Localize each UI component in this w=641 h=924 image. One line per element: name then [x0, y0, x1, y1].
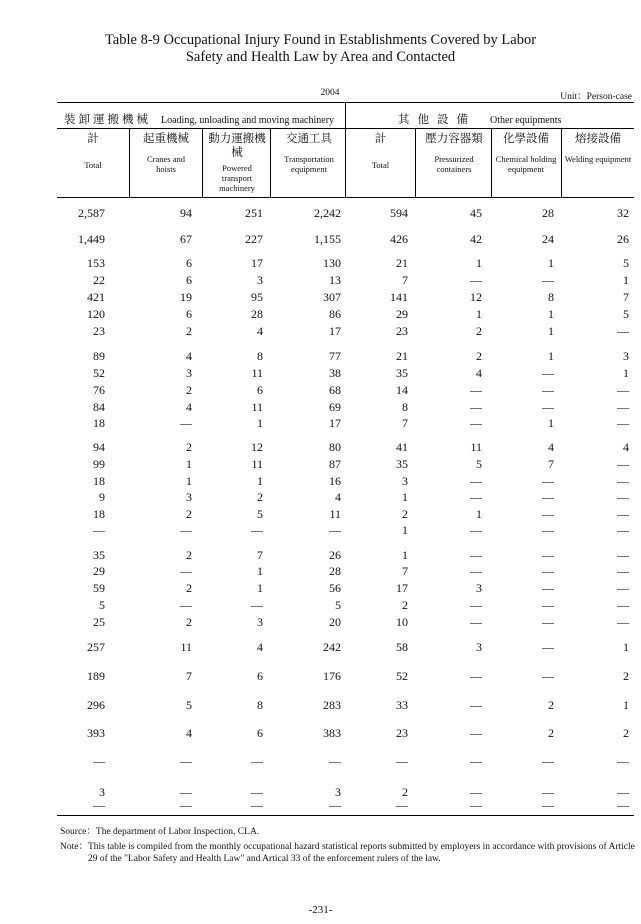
table-cell: 1: [186, 474, 192, 488]
col-header-cranes: [137, 132, 195, 174]
table-cell: 251: [245, 206, 263, 220]
col-en: Total: [84, 160, 102, 170]
table-cell: 189: [87, 669, 105, 683]
table-cell: —: [251, 598, 263, 612]
table-cell: 1: [623, 366, 629, 380]
table-cell: —: [542, 598, 554, 612]
table-cell: —: [617, 598, 629, 612]
table-cell: 45: [470, 206, 482, 220]
table-cell: 2: [402, 507, 408, 521]
col-en: Chemical holding equipment: [495, 154, 557, 174]
table-cell: 18: [93, 507, 105, 521]
table-cell: 13: [329, 273, 341, 287]
table-cell: 7: [257, 548, 263, 562]
table-cell: —: [470, 798, 482, 812]
table-cell: 59: [93, 581, 105, 595]
table-cell: 5: [623, 256, 629, 270]
page-number: -231-: [308, 904, 333, 916]
col-en: Pressurized containers: [434, 154, 474, 174]
table-cell: 153: [87, 256, 105, 270]
table-cell: —: [180, 523, 192, 537]
table-cell: 1: [402, 490, 408, 504]
table-cell: 99: [93, 457, 105, 471]
col-en: Cranes and hoists: [146, 154, 185, 174]
table-cell: 52: [396, 669, 408, 683]
table-cell: —: [542, 507, 554, 521]
table-cell: 1: [257, 474, 263, 488]
table-cell: —: [542, 785, 554, 799]
col-divider: [202, 129, 203, 197]
table-cell: 130: [323, 256, 341, 270]
table-cell: —: [329, 798, 341, 812]
table-cell: —: [542, 581, 554, 595]
table-cell: —: [470, 564, 482, 578]
table-cell: —: [617, 523, 629, 537]
unit-label: Unit：Person-case: [560, 92, 632, 102]
table-cell: —: [470, 548, 482, 562]
table-cell: —: [542, 548, 554, 562]
table-cell: 28: [251, 307, 263, 321]
table-cell: 69: [329, 400, 341, 414]
table-cell: 7: [623, 290, 629, 304]
table-cell: 5: [99, 598, 105, 612]
table-cell: —: [542, 273, 554, 287]
table-cell: 2: [186, 324, 192, 338]
table-cell: 14: [396, 383, 408, 397]
table-cell: 1: [402, 548, 408, 562]
col-divider: [491, 129, 492, 197]
col-en: Total: [371, 160, 390, 170]
table-cell: 87: [329, 457, 341, 471]
table-cell: 6: [186, 256, 192, 270]
table-cell: —: [542, 669, 554, 683]
table-cell: 2: [402, 598, 408, 612]
table-cell: 7: [548, 457, 554, 471]
title-line-1: Table 8-9 Occupational Injury Found in Establishments Covered by Labor: [104, 32, 537, 48]
table-cell: —: [617, 474, 629, 488]
table-cell: —: [470, 400, 482, 414]
table-cell: 67: [180, 232, 192, 246]
table-cell: 1,449: [78, 232, 105, 246]
col-header-total-other: [346, 132, 415, 170]
table-cell: 89: [93, 349, 105, 363]
note-label: Note：: [60, 842, 88, 852]
table-cell: 4: [257, 640, 263, 654]
table-cell: 80: [329, 440, 341, 454]
table-cell: 1: [257, 416, 263, 430]
table-cell: 242: [323, 640, 341, 654]
table-cell: 35: [396, 366, 408, 380]
table-cell: —: [617, 548, 629, 562]
table-cell: 58: [396, 640, 408, 654]
table-cell: 23: [396, 324, 408, 338]
table-cell: 26: [617, 232, 629, 246]
table-cell: 3: [335, 785, 341, 799]
table-cell: 2,587: [78, 206, 105, 220]
year-label: 2004: [320, 88, 340, 98]
table-cell: 94: [93, 440, 105, 454]
table-cell: 307: [323, 290, 341, 304]
table-cell: 3: [186, 490, 192, 504]
table-cell: 8: [548, 290, 554, 304]
col-zh: 計: [87, 133, 99, 145]
col-en: Powered transport machinery: [219, 163, 255, 193]
table-cell: —: [93, 798, 105, 812]
table-cell: —: [470, 490, 482, 504]
table-cell: —: [542, 564, 554, 578]
table-cell: —: [396, 754, 408, 768]
table-cell: 76: [93, 383, 105, 397]
table-cell: 17: [396, 581, 408, 595]
note-text: This table is compiled from the monthly occupational hazard statistical reports submitted by employers in accordance with provisions of Article 29 of the "Labor Safety and Health Law" and Artical 33 of the enforcement rulers of the law.: [87, 842, 635, 864]
table-cell: 26: [329, 548, 341, 562]
table-cell: 8: [402, 400, 408, 414]
source-note: [60, 826, 635, 838]
table-cell: —: [251, 754, 263, 768]
col-zh: 計: [374, 133, 387, 145]
table-cell: —: [470, 273, 482, 287]
table-cell: —: [470, 615, 482, 629]
group-zh: 其他設備: [398, 114, 476, 126]
table-cell: —: [180, 416, 192, 430]
table-cell: 1: [548, 256, 554, 270]
table-cell: —: [617, 615, 629, 629]
table-cell: —: [542, 474, 554, 488]
table-cell: —: [93, 754, 105, 768]
table-cell: 28: [542, 206, 554, 220]
table-cell: —: [617, 785, 629, 799]
table-cell: 1: [186, 457, 192, 471]
table-cell: —: [470, 416, 482, 430]
col-divider: [270, 129, 271, 197]
table-cell: 5: [257, 507, 263, 521]
table-cell: 2: [186, 383, 192, 397]
table-cell: 120: [87, 307, 105, 321]
group-en: Loading, unloading and moving machinery: [161, 115, 335, 126]
table-cell: —: [470, 383, 482, 397]
table-cell: 1: [476, 256, 482, 270]
table-cell: —: [542, 490, 554, 504]
table-cell: —: [251, 523, 263, 537]
table-cell: 5: [623, 307, 629, 321]
table-cell: 11: [251, 400, 263, 414]
table-cell: —: [470, 785, 482, 799]
table-cell: 17: [329, 324, 341, 338]
table-bottom-rule: [57, 815, 634, 816]
table-cell: 6: [257, 383, 263, 397]
col-header-transport: [274, 132, 344, 174]
table-cell: 21: [396, 349, 408, 363]
table-cell: 1: [257, 564, 263, 578]
col-zh: 壓力容器類: [425, 133, 483, 145]
table-cell: 95: [251, 290, 263, 304]
table-cell: 1: [476, 307, 482, 321]
table-cell: 1: [623, 698, 629, 712]
table-cell: 2: [476, 324, 482, 338]
footnotes: [60, 826, 635, 865]
table-cell: 5: [476, 457, 482, 471]
table-cell: 38: [329, 366, 341, 380]
table-cell: 2: [257, 490, 263, 504]
table-cell: 4: [623, 440, 629, 454]
table-cell: 68: [329, 383, 341, 397]
table-cell: 227: [245, 232, 263, 246]
table-cell: 4: [476, 366, 482, 380]
table-cell: 1: [257, 581, 263, 595]
col-divider: [561, 129, 562, 197]
table-cell: 3: [257, 273, 263, 287]
table-cell: 8: [257, 698, 263, 712]
table-cell: —: [470, 669, 482, 683]
table-cell: 6: [257, 669, 263, 683]
table-cell: 2: [186, 548, 192, 562]
table-cell: 28: [329, 564, 341, 578]
table-title: [0, 32, 641, 66]
table-cell: 2: [548, 698, 554, 712]
table-cell: 35: [93, 548, 105, 562]
table-cell: 2: [186, 581, 192, 595]
col-header-powered: [208, 132, 266, 193]
table-cell: 1: [548, 416, 554, 430]
table-cell: 6: [257, 726, 263, 740]
table-cell: 86: [329, 307, 341, 321]
table-cell: 6: [186, 273, 192, 287]
table-cell: 1: [548, 349, 554, 363]
table-cell: —: [470, 754, 482, 768]
group-zh: 裝卸運搬機械: [64, 114, 151, 126]
table-cell: 5: [186, 698, 192, 712]
table-cell: 283: [323, 698, 341, 712]
table-cell: 426: [390, 232, 408, 246]
table-cell: —: [617, 564, 629, 578]
table-cell: —: [617, 798, 629, 812]
col-header-welding: [563, 132, 633, 164]
table-cell: 33: [396, 698, 408, 712]
table-cell: —: [617, 416, 629, 430]
table-cell: —: [542, 400, 554, 414]
table-cell: —: [329, 523, 341, 537]
table-cell: 2: [548, 726, 554, 740]
group-header-other: [398, 111, 561, 127]
table-cell: —: [251, 785, 263, 799]
table-cell: 11: [329, 507, 341, 521]
table-cell: —: [617, 383, 629, 397]
table-cell: 2: [186, 440, 192, 454]
table-cell: —: [251, 798, 263, 812]
table-cell: 42: [470, 232, 482, 246]
table-cell: 12: [470, 290, 482, 304]
table-cell: —: [542, 754, 554, 768]
table-cell: —: [180, 754, 192, 768]
table-cell: 257: [87, 640, 105, 654]
table-cell: 16: [329, 474, 341, 488]
table-cell: 29: [396, 307, 408, 321]
table-cell: 22: [93, 273, 105, 287]
table-cell: 2: [623, 726, 629, 740]
table-cell: 1: [476, 507, 482, 521]
table-cell: 141: [390, 290, 408, 304]
table-cell: 24: [542, 232, 554, 246]
source-text: The department of Labor Inspection, CLA.: [95, 827, 260, 837]
table-cell: —: [180, 564, 192, 578]
table-cell: —: [542, 523, 554, 537]
table-cell: 2: [186, 615, 192, 629]
table-cell: 7: [186, 669, 192, 683]
table-cell: 1: [402, 523, 408, 537]
table-cell: 4: [335, 490, 341, 504]
col-zh: 熔接設備: [575, 133, 621, 145]
table-cell: —: [180, 785, 192, 799]
source-label: Source：: [60, 827, 96, 837]
table-cell: 3: [623, 349, 629, 363]
table-cell: 7: [402, 416, 408, 430]
table-cell: 52: [93, 366, 105, 380]
col-header-pressurized: [418, 132, 490, 174]
table-cell: —: [617, 754, 629, 768]
table-cell: 56: [329, 581, 341, 595]
table-cell: 11: [251, 366, 263, 380]
table-cell: 21: [396, 256, 408, 270]
table-cell: 1: [623, 273, 629, 287]
table-cell: 2: [186, 507, 192, 521]
col-zh: 交通工具: [286, 133, 332, 145]
table-cell: 12: [251, 440, 263, 454]
table-cell: 41: [396, 440, 408, 454]
table-cell: 18: [93, 474, 105, 488]
table-cell: 17: [329, 416, 341, 430]
col-en: Transportation equipment: [284, 154, 334, 174]
table-cell: —: [542, 640, 554, 654]
table-cell: —: [396, 798, 408, 812]
table-cell: 3: [476, 581, 482, 595]
table-cell: 421: [87, 290, 105, 304]
table-cell: 3: [402, 474, 408, 488]
table-cell: 1: [623, 640, 629, 654]
table-cell: 20: [329, 615, 341, 629]
table-cell: —: [470, 523, 482, 537]
table-cell: —: [470, 698, 482, 712]
col-zh: 動力運搬機械: [208, 133, 266, 159]
table-cell: 84: [93, 400, 105, 414]
table-cell: 6: [186, 307, 192, 321]
table-cell: 1: [548, 324, 554, 338]
table-cell: 3: [257, 615, 263, 629]
table-cell: 383: [323, 726, 341, 740]
table-cell: 5: [335, 598, 341, 612]
table-cell: —: [470, 598, 482, 612]
table-cell: —: [542, 615, 554, 629]
table-cell: 11: [251, 457, 263, 471]
table-cell: 2: [476, 349, 482, 363]
table-cell: 8: [257, 349, 263, 363]
table-cell: —: [93, 523, 105, 537]
table-cell: —: [542, 798, 554, 812]
table-cell: —: [617, 490, 629, 504]
table-cell: 2: [402, 785, 408, 799]
table-cell: 2: [623, 669, 629, 683]
table-cell: 23: [396, 726, 408, 740]
table-cell: 393: [87, 726, 105, 740]
col-zh: 化學設備: [503, 133, 549, 145]
group-en: Other equipments: [490, 115, 562, 126]
table-cell: 18: [93, 416, 105, 430]
general-note: [60, 841, 635, 865]
table-cell: 29: [93, 564, 105, 578]
table-cell: 19: [180, 290, 192, 304]
table-cell: 4: [186, 400, 192, 414]
table-cell: 10: [396, 615, 408, 629]
col-header-chemical: [494, 132, 558, 174]
table-cell: 4: [548, 440, 554, 454]
table-cell: 4: [186, 349, 192, 363]
table-cell: 23: [93, 324, 105, 338]
table-cell: 7: [402, 564, 408, 578]
col-divider: [415, 129, 416, 197]
table-cell: 11: [180, 640, 192, 654]
table-cell: —: [180, 598, 192, 612]
table-cell: 9: [99, 490, 105, 504]
table-cell: —: [542, 383, 554, 397]
table-cell: 594: [390, 206, 408, 220]
table-cell: 32: [617, 206, 629, 220]
table-cell: 3: [186, 366, 192, 380]
col-divider: [129, 129, 130, 197]
col-zh: 起重機械: [143, 133, 189, 145]
table-cell: —: [180, 798, 192, 812]
table-cell: —: [617, 400, 629, 414]
table-cell: 3: [99, 785, 105, 799]
group-header-loading: [64, 111, 334, 127]
col-en: Welding equipment: [564, 154, 632, 164]
table-cell: —: [329, 754, 341, 768]
table-cell: 4: [186, 726, 192, 740]
table-cell: 25: [93, 615, 105, 629]
table-cell: 17: [251, 256, 263, 270]
col-header-total-loading: [57, 132, 129, 170]
header-bottom-rule: [57, 197, 634, 198]
table-cell: 3: [476, 640, 482, 654]
table-cell: 94: [180, 206, 192, 220]
title-line-2: Safety and Health Law by Area and Contacted: [185, 49, 456, 65]
table-cell: 4: [257, 324, 263, 338]
table-cell: —: [470, 474, 482, 488]
table-cell: —: [617, 581, 629, 595]
table-cell: 11: [470, 440, 482, 454]
table-cell: —: [470, 726, 482, 740]
table-cell: —: [542, 366, 554, 380]
table-cell: 7: [402, 273, 408, 287]
table-cell: 35: [396, 457, 408, 471]
table-cell: —: [617, 324, 629, 338]
table-cell: 1: [548, 307, 554, 321]
table-cell: 1,155: [314, 232, 341, 246]
table-cell: 77: [329, 349, 341, 363]
table-cell: —: [617, 457, 629, 471]
table-cell: 176: [323, 669, 341, 683]
table-cell: —: [617, 507, 629, 521]
table-cell: 2,242: [314, 206, 341, 220]
table-cell: 296: [87, 698, 105, 712]
